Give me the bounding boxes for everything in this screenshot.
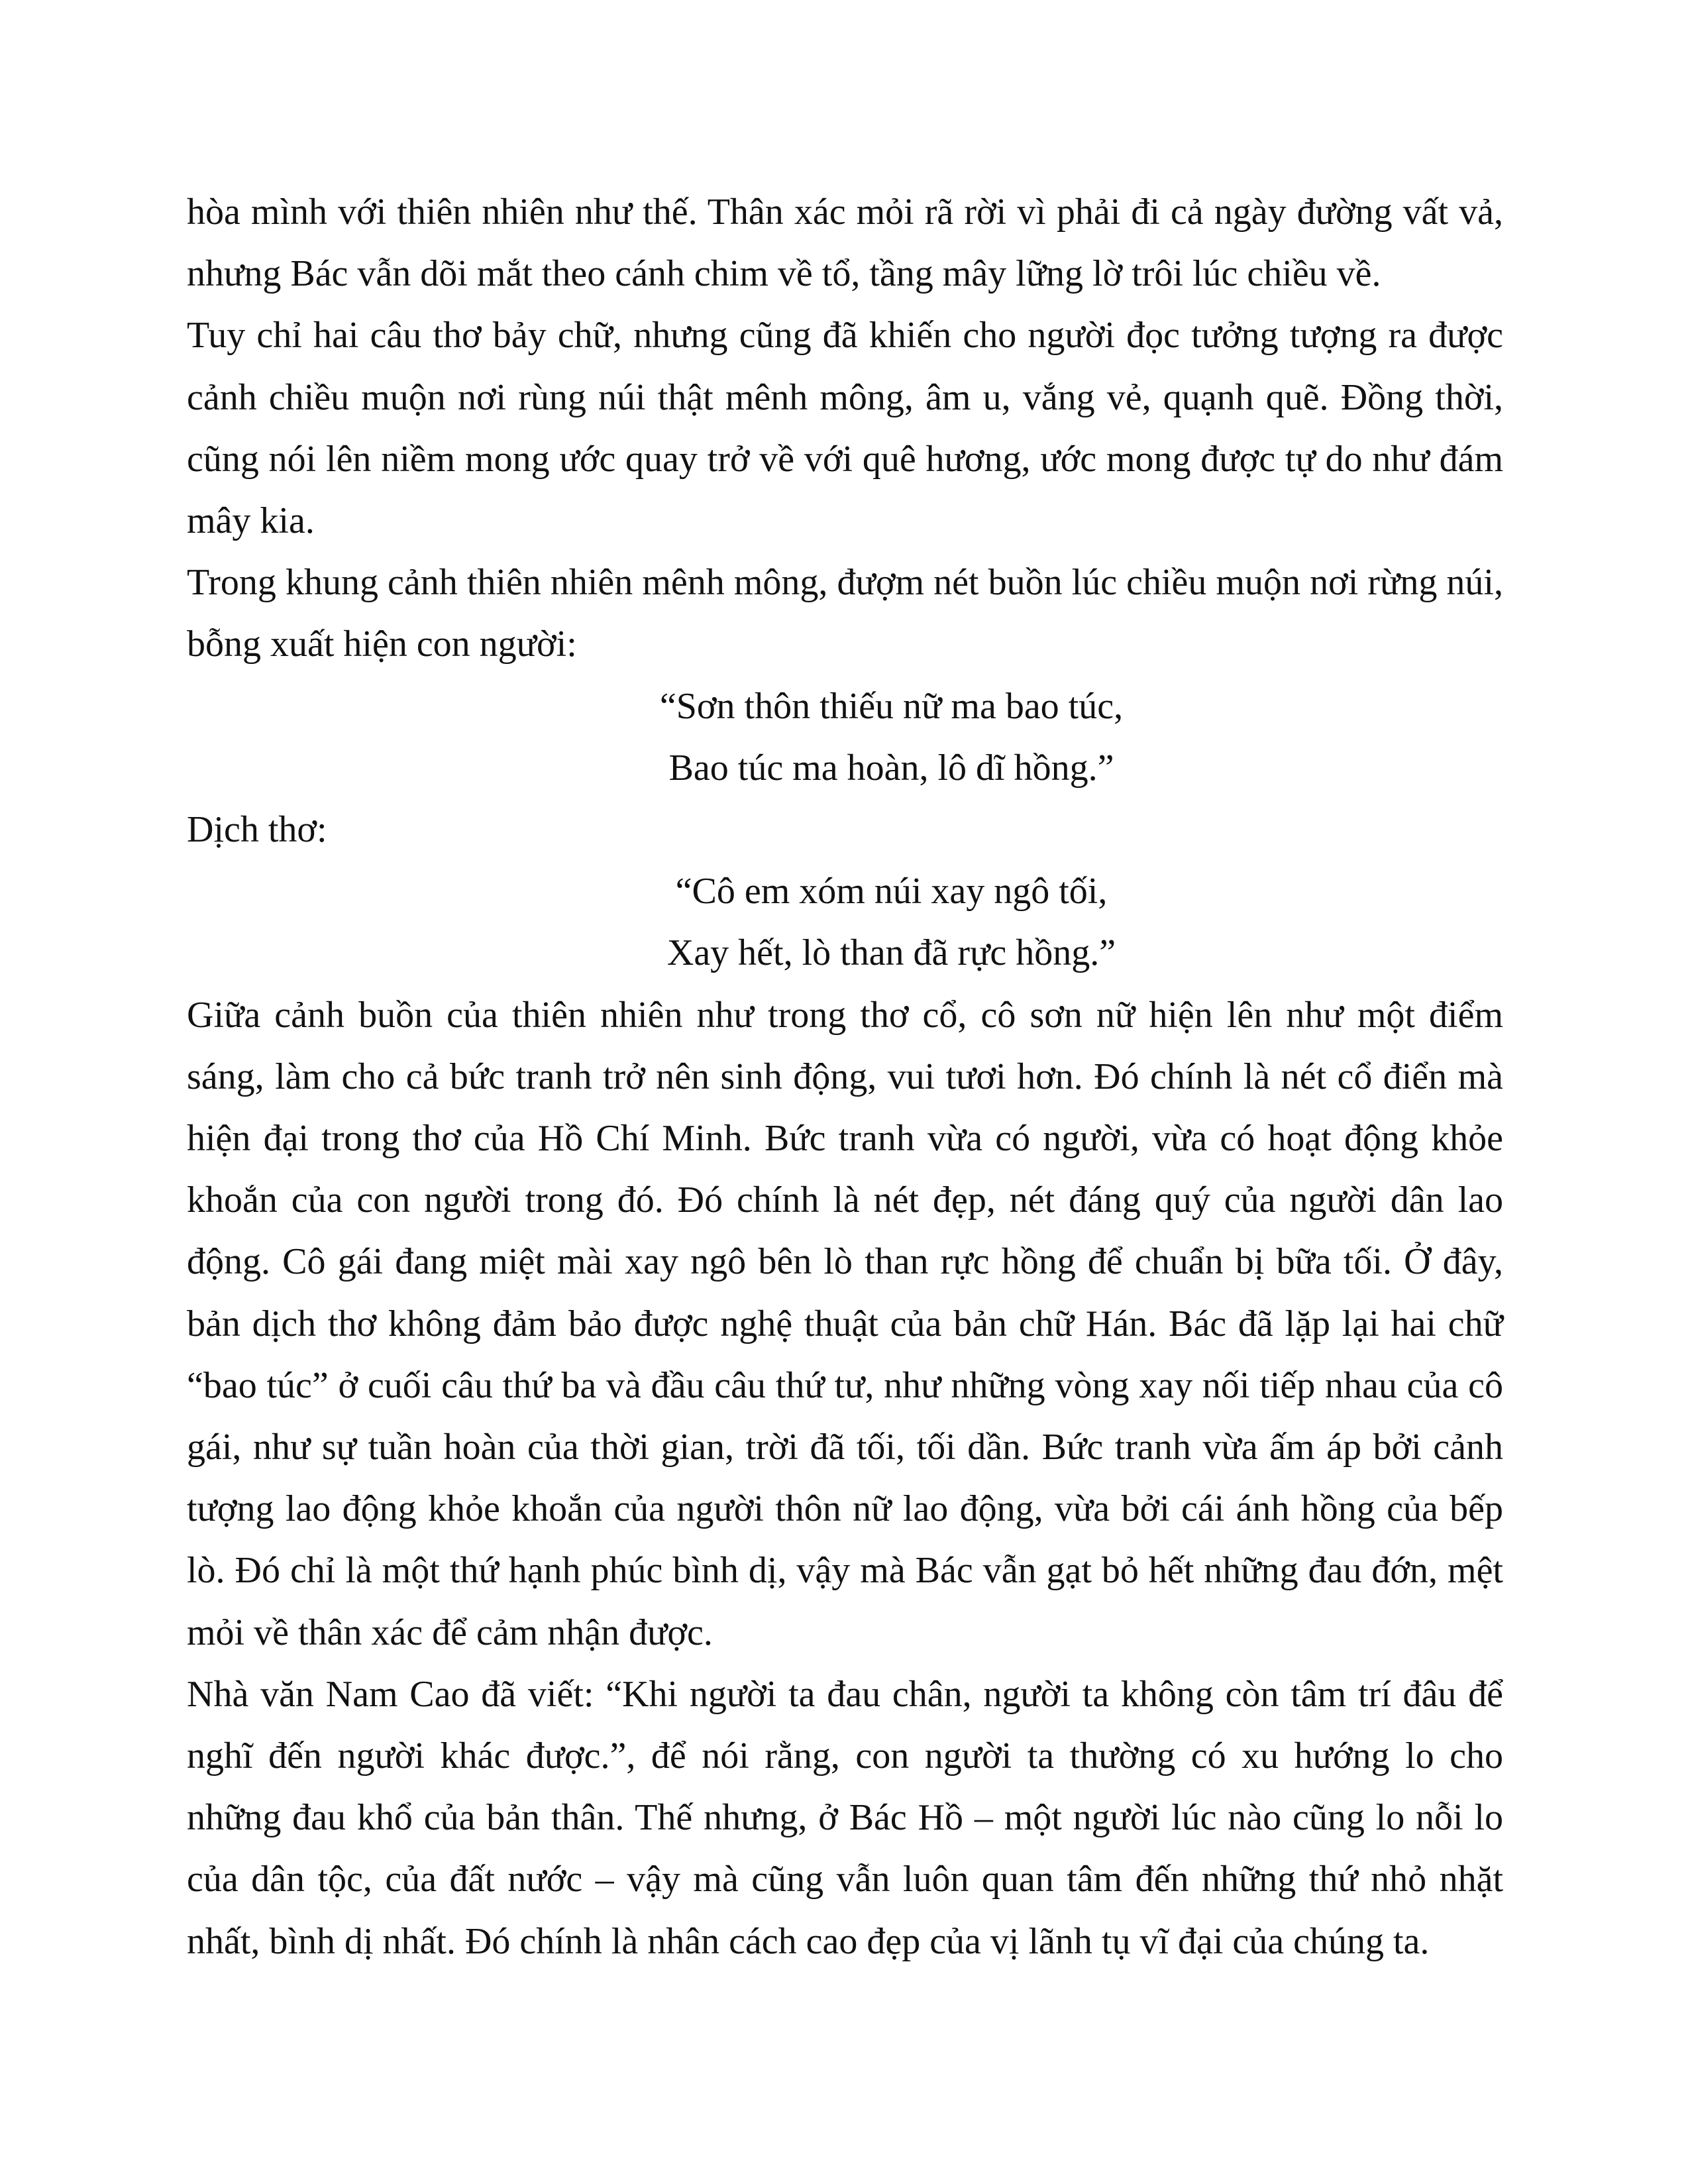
paragraph-1: hòa mình với thiên nhiên như thế. Thân xác mỏi rã rời vì phải đi cả ngày đường vất vả, nhưng Bác vẫn dõi mắt theo cánh chim về tổ, tầng mây lững lờ trôi lúc chiều về. <box>187 191 1503 295</box>
verse-original-line-2: Bao túc ma hoàn, lô dĩ hồng.” <box>668 747 1114 789</box>
paragraph-5: Nhà văn Nam Cao đã viết: “Khi người ta đau chân, người ta không còn tâm trí đâu để nghĩ đến người khác được.”, để nói rằng, con người ta thường có xu hướng lo cho những đau khổ của bản thân. Thế nhưng, ở Bác Hồ – một người lúc nào cũng lo nỗi lo của dân tộc, của đất nước – vậy mà cũng vẫn luôn quan tâm đến những thứ nhỏ nhặt nhất, bình dị nhất. Đó chính là nhân cách cao đẹp của vị lãnh tụ vĩ đại của chúng ta. <box>187 1673 1503 1962</box>
paragraph-2: Tuy chỉ hai câu thơ bảy chữ, nhưng cũng đã khiến cho người đọc tưởng tượng ra được cảnh chiều muộn nơi rùng núi thật mênh mông, âm u, vắng vẻ, quạnh quẽ. Đồng thời, cũng nói lên niềm mong ước quay trở về với quê hương, ước mong được tự do như đám mây kia. <box>187 315 1503 542</box>
paragraph-3: Trong khung cảnh thiên nhiên mênh mông, đượm nét buồn lúc chiều muộn nơi rừng núi, bỗng xuất hiện con người: <box>187 562 1503 665</box>
verse-translation-line-1: “Cô em xóm núi xay ngô tối, <box>675 871 1108 912</box>
document-body <box>187 182 1503 1973</box>
paragraph-4: Giữa cảnh buồn của thiên nhiên như trong thơ cổ, cô sơn nữ hiện lên như một điểm sáng, làm cho cả bức tranh trở nên sinh động, vui tươi hơn. Đó chính là nét cổ điển mà hiện đại trong thơ của Hồ Chí Minh. Bức tranh vừa có người, vừa có hoạt động khỏe khoắn của con người trong đó. Đó chính là nét đẹp, nét đáng quý của người dân lao động. Cô gái đang miệt mài xay ngô bên lò than rực hồng để chuẩn bị bữa tối. Ở đây, bản dịch thơ không đảm bảo được nghệ thuật của bản chữ Hán. Bác đã lặp lại hai chữ “bao túc” ở cuối câu thứ ba và đầu câu thứ tư, như những vòng xay nối tiếp nhau của cô gái, như sự tuần hoàn của thời gian, trời đã tối, tối dần. Bức tranh vừa ấm áp bởi cảnh tượng lao động khỏe khoắn của người thôn nữ lao động, vừa bởi cái ánh hồng của bếp lò. Đó chỉ là một thứ hạnh phúc bình dị, vậy mà Bác vẫn gạt bỏ hết những đau đớn, mệt mỏi về thân xác để cảm nhận được. <box>187 994 1503 1653</box>
verse-original <box>187 676 1503 799</box>
verse-original-line-1: “Sơn thôn thiếu nữ ma bao túc, <box>659 685 1124 727</box>
verse-translation <box>187 861 1503 984</box>
verse-translation-line-2: Xay hết, lò than đã rực hồng.” <box>666 932 1116 974</box>
translation-label: Dịch thơ: <box>187 809 327 851</box>
